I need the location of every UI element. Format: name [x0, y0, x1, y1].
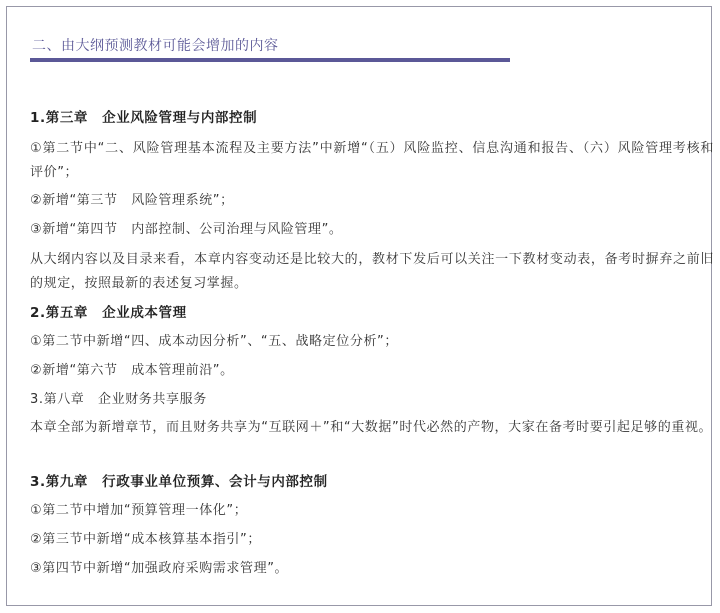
title-underline — [30, 58, 510, 62]
chapter5-item1: ①第二节中新增“四、成本动因分析”、“五、战略定位分析”； — [30, 334, 398, 349]
chapter5-heading: 2.第五章 企业成本管理 — [30, 305, 187, 321]
chapter5-item2: ②新增“第六节 成本管理前沿”。 — [30, 363, 234, 378]
chapter9-item3: ③第四节中新增“加强政府采购需求管理”。 — [30, 561, 289, 576]
chapter9-heading: 3.第九章 行政事业单位预算、会计与内部控制 — [30, 474, 328, 490]
chapter3-item1: ①第二节中“二、风险管理基本流程及主要方法”中新增“（五）风险监控、信息沟通和报告、（六）风险管理考核和评价”； — [30, 141, 714, 180]
chapter3-heading: 1.第三章 企业风险管理与内部控制 — [30, 110, 258, 126]
chapter3-item3: ③新增“第四节 内部控制、公司治理与风险管理”。 — [30, 222, 343, 237]
chapter9-item1: ①第二节中增加“预算管理一体化”； — [30, 503, 248, 518]
chapter3-note: 从大纲内容以及目录来看，本章内容变动还是比较大的，教材下发后可以关注一下教材变动表，备考时摒弃之前旧的规定，按照最新的表述复习掌握。 — [30, 252, 714, 291]
chapter3-item2: ②新增“第三节 风险管理系统”； — [30, 193, 234, 208]
chapter9-item2: ②第三节中新增“成本核算基本指引”； — [30, 532, 261, 547]
chapter8-note: 本章全部为新增章节，而且财务共享为“互联网＋”和“大数据”时代必然的产物，大家在备考时要引起足够的重视。 — [30, 420, 713, 435]
chapter8-heading: 3.第八章 企业财务共享服务 — [30, 392, 207, 407]
section-title: 二、由大纲预测教材可能会增加的内容 — [32, 38, 279, 54]
